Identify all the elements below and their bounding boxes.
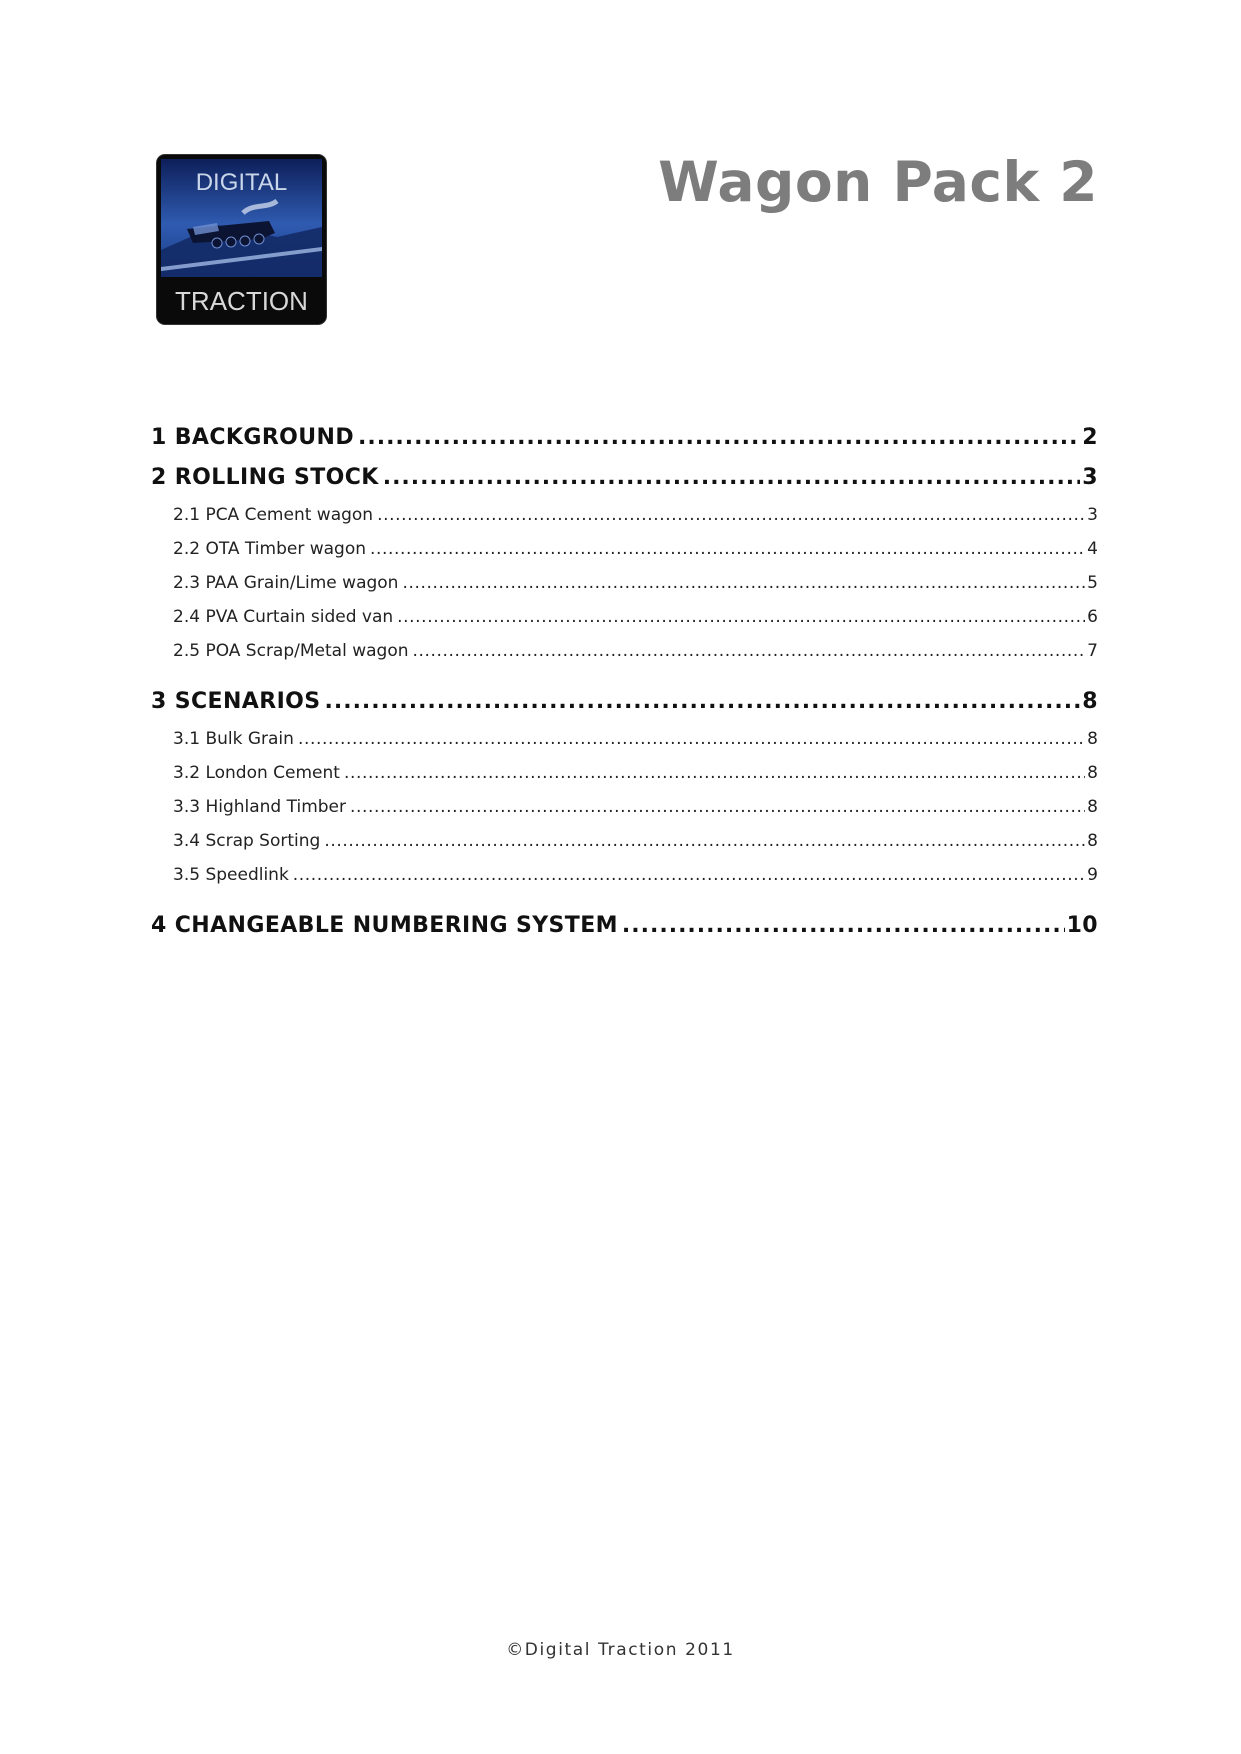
toc-dot-leader bbox=[324, 831, 1085, 851]
toc-dot-leader bbox=[298, 729, 1085, 749]
svg-text:DIGITAL: DIGITAL bbox=[195, 169, 288, 196]
toc-entry-label: 2.4 PVA Curtain sided van bbox=[173, 607, 394, 627]
toc-dot-leader bbox=[293, 865, 1085, 885]
toc-entry-paa-grain-lime-wagon[interactable] bbox=[151, 573, 1098, 607]
copyright-footer: ©Digital Traction 2011 bbox=[506, 1640, 735, 1660]
toc-entry-page: 3 bbox=[1082, 465, 1098, 490]
toc-entry-pva-curtain-sided-van[interactable] bbox=[151, 607, 1098, 641]
toc-dot-leader bbox=[622, 913, 1065, 938]
toc-entry-highland-timber[interactable] bbox=[151, 797, 1098, 831]
digital-traction-logo bbox=[157, 155, 326, 324]
table-of-contents bbox=[151, 425, 1098, 953]
toc-entry-label: 3.1 Bulk Grain bbox=[173, 729, 294, 749]
toc-entry-label: 3 SCENARIOS bbox=[151, 689, 321, 714]
toc-dot-leader bbox=[397, 607, 1085, 627]
toc-entry-page: 7 bbox=[1087, 641, 1098, 661]
toc-entry-london-cement[interactable] bbox=[151, 763, 1098, 797]
toc-dot-leader bbox=[413, 641, 1086, 661]
toc-entry-rolling-stock[interactable] bbox=[151, 465, 1098, 505]
toc-entry-label: 4 CHANGEABLE NUMBERING SYSTEM bbox=[151, 913, 618, 938]
toc-entry-background[interactable] bbox=[151, 425, 1098, 465]
toc-dot-leader bbox=[402, 573, 1085, 593]
toc-entry-page: 8 bbox=[1087, 831, 1098, 851]
toc-entry-page: 5 bbox=[1087, 573, 1098, 593]
toc-entry-page: 3 bbox=[1087, 505, 1098, 525]
toc-entry-label: 2.3 PAA Grain/Lime wagon bbox=[173, 573, 399, 593]
toc-entry-changeable-numbering-system[interactable] bbox=[151, 913, 1098, 953]
toc-entry-label: 2 ROLLING STOCK bbox=[151, 465, 379, 490]
toc-spacer bbox=[151, 675, 1098, 689]
locomotive-logo-image bbox=[157, 155, 326, 324]
toc-entry-page: 8 bbox=[1087, 797, 1098, 817]
toc-dot-leader bbox=[358, 425, 1080, 450]
toc-dot-leader bbox=[377, 505, 1085, 525]
toc-entry-page: 8 bbox=[1087, 763, 1098, 783]
toc-dot-leader bbox=[325, 689, 1081, 714]
svg-text:TRACTION: TRACTION bbox=[175, 286, 308, 316]
toc-entry-page: 8 bbox=[1087, 729, 1098, 749]
toc-entry-label: 3.2 London Cement bbox=[173, 763, 340, 783]
toc-entry-scenarios[interactable] bbox=[151, 689, 1098, 729]
toc-entry-label: 2.2 OTA Timber wagon bbox=[173, 539, 366, 559]
toc-entry-label: 1 BACKGROUND bbox=[151, 425, 354, 450]
toc-entry-page: 10 bbox=[1066, 913, 1098, 938]
toc-entry-page: 2 bbox=[1082, 425, 1098, 450]
toc-entry-page: 6 bbox=[1087, 607, 1098, 627]
toc-dot-leader bbox=[344, 763, 1085, 783]
toc-entry-bulk-grain[interactable] bbox=[151, 729, 1098, 763]
toc-entry-page: 9 bbox=[1087, 865, 1098, 885]
document-title: Wagon Pack 2 bbox=[658, 150, 1098, 214]
toc-entry-label: 2.5 POA Scrap/Metal wagon bbox=[173, 641, 409, 661]
toc-dot-leader bbox=[370, 539, 1085, 559]
toc-spacer bbox=[151, 899, 1098, 913]
toc-dot-leader bbox=[383, 465, 1081, 490]
toc-entry-poa-scrap-metal-wagon[interactable] bbox=[151, 641, 1098, 675]
toc-entry-label: 3.4 Scrap Sorting bbox=[173, 831, 321, 851]
toc-entry-ota-timber-wagon[interactable] bbox=[151, 539, 1098, 573]
toc-dot-leader bbox=[350, 797, 1085, 817]
toc-entry-label: 2.1 PCA Cement wagon bbox=[173, 505, 374, 525]
toc-entry-scrap-sorting[interactable] bbox=[151, 831, 1098, 865]
toc-entry-label: 3.3 Highland Timber bbox=[173, 797, 347, 817]
toc-entry-label: 3.5 Speedlink bbox=[173, 865, 289, 885]
toc-entry-page: 4 bbox=[1087, 539, 1098, 559]
toc-entry-speedlink[interactable] bbox=[151, 865, 1098, 899]
toc-entry-pca-cement-wagon[interactable] bbox=[151, 505, 1098, 539]
toc-entry-page: 8 bbox=[1082, 689, 1098, 714]
